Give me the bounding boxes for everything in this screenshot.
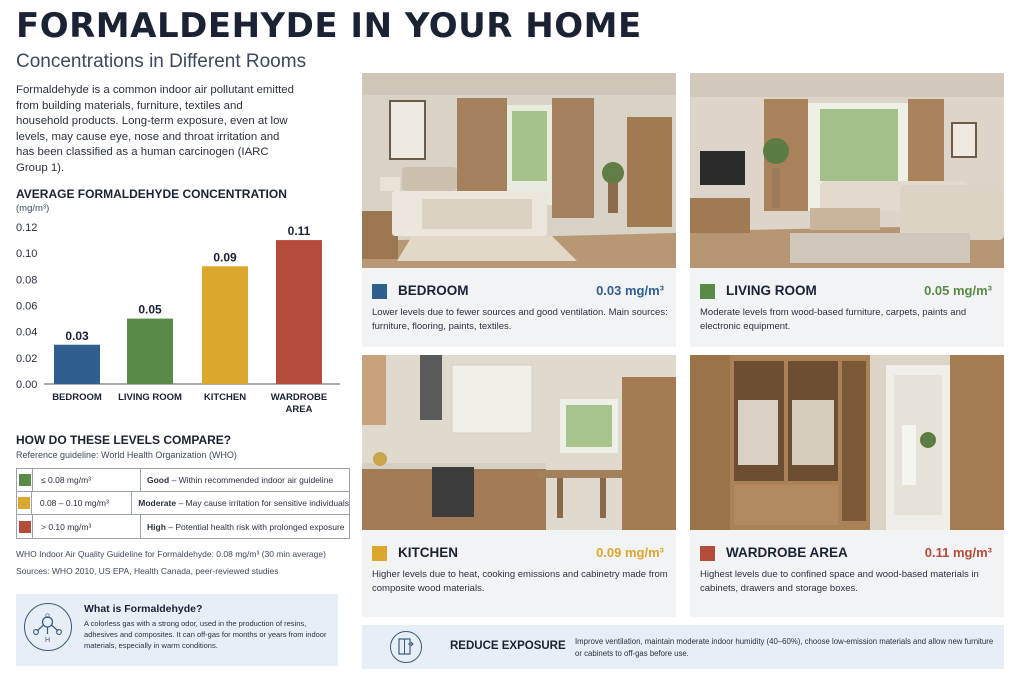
reduce-exposure-box xyxy=(362,625,1004,669)
wardrobe-area-name: WARDROBE AREA xyxy=(726,545,848,560)
chart-title: AVERAGE FORMALDEHYDE CONCENTRATION xyxy=(16,187,287,201)
bar-bedroom xyxy=(54,345,100,384)
reduce-exposure-heading: REDUCE EXPOSURE xyxy=(450,640,566,652)
svg-text:H: H xyxy=(44,637,51,644)
page-title: FORMALDEHYDE IN YOUR HOME xyxy=(16,6,642,46)
comparison-row-good xyxy=(17,469,349,492)
comparison-reference: Reference guideline: World Health Organization (WHO) xyxy=(16,450,237,460)
comparison-table xyxy=(16,468,350,539)
living-room-value: 0.05 mg/m³ xyxy=(924,283,992,298)
bedroom-value: 0.03 mg/m³ xyxy=(596,283,664,298)
description-high: High – Potential health risk with prolonged exposure xyxy=(147,521,345,532)
room-card-kitchen xyxy=(362,355,676,617)
bedroom-swatch xyxy=(372,284,387,299)
living-room-description: Moderate levels from wood-based furniture, carpets, paints and electronic equipment. xyxy=(700,307,967,332)
molecule-icon xyxy=(24,603,72,651)
wardrobe-area-swatch xyxy=(700,546,715,561)
bar-value-label: 0.11 xyxy=(287,224,311,239)
level-swatch-high xyxy=(19,521,31,533)
bedroom-name: BEDROOM xyxy=(398,283,469,298)
chart-unit: (mg/m³) xyxy=(16,203,50,214)
svg-text:O: O xyxy=(45,614,50,620)
wardrobe-area-value: 0.11 mg/m³ xyxy=(924,545,992,560)
x-category-label: KITCHEN xyxy=(203,392,247,403)
y-tick-label: 0.00 xyxy=(16,379,38,391)
living-room-name: LIVING ROOM xyxy=(726,283,817,298)
x-category-label: WARDROBE xyxy=(270,392,328,403)
bar-value-label: 0.09 xyxy=(213,250,237,265)
comparison-row-high xyxy=(17,515,349,538)
bar-wardrobe-area xyxy=(276,240,322,384)
kitchen-name: KITCHEN xyxy=(398,545,458,560)
y-tick-label: 0.08 xyxy=(16,274,38,287)
living-room-photo xyxy=(690,73,1004,268)
level-swatch-good xyxy=(19,474,31,486)
bar-value-label: 0.03 xyxy=(65,328,89,343)
y-tick-label: 0.02 xyxy=(16,352,38,365)
description-moderate: Moderate – May cause irritation for sensitive individuals xyxy=(138,498,349,508)
bedroom-info xyxy=(362,268,676,347)
y-tick-label: 0.10 xyxy=(16,248,38,261)
wardrobe-area-photo xyxy=(690,355,1004,530)
intro-text: Formaldehyde is a common indoor air pollutant emitted from building materials, furniture, textiles and household products. Long-term exposure, even at low levels, may cause eye, nose and throat irritation and has been classified as a human carcinogen (IARC Group 1). xyxy=(16,84,294,174)
comparison-row-moderate xyxy=(17,492,349,515)
room-card-living-room xyxy=(690,73,1004,347)
living-room-swatch xyxy=(700,284,715,299)
range-moderate: 0.08 – 0.10 mg/m³ xyxy=(32,492,132,514)
what-is-formaldehyde-box xyxy=(16,594,338,666)
info-text: A colorless gas with a strong odor, used in the production of resins, adhesives and composites. It can off-gas for months or years from indoor materials, especially in warm conditions. xyxy=(84,619,327,650)
x-category-label: AREA xyxy=(285,404,313,415)
wardrobe-area-info xyxy=(690,530,1004,617)
comparison-title: HOW DO THESE LEVELS COMPARE? xyxy=(16,433,232,447)
x-category-label: BEDROOM xyxy=(52,392,102,403)
living-room-info xyxy=(690,268,1004,347)
y-tick-label: 0.04 xyxy=(16,326,38,339)
bedroom-photo xyxy=(362,73,676,268)
range-good: ≤ 0.08 mg/m³ xyxy=(33,469,141,491)
kitchen-swatch xyxy=(372,546,387,561)
wardrobe-area-description: Highest levels due to confined space and wood-based materials in cabinets, drawers and storage boxes. xyxy=(700,569,979,594)
info-heading: What is Formaldehyde? xyxy=(84,603,203,615)
reduce-exposure-text: Improve ventilation, maintain moderate indoor humidity (40–60%), choose low-emission materials and allow new furniture or cabinets to off-gas before use. xyxy=(575,637,994,658)
range-high: > 0.10 mg/m³ xyxy=(33,515,141,538)
kitchen-info xyxy=(362,530,676,617)
room-card-bedroom xyxy=(362,73,676,347)
bedroom-description: Lower levels due to fewer sources and good ventilation. Main sources: furniture, flooring, paints, textiles. xyxy=(372,307,668,332)
kitchen-photo xyxy=(362,355,676,530)
page-subtitle: Concentrations in Different Rooms xyxy=(16,51,307,72)
level-swatch-moderate xyxy=(18,497,30,509)
bar-kitchen xyxy=(202,266,248,384)
y-tick-label: 0.06 xyxy=(16,300,38,313)
description-good: Good – Within recommended indoor air guideline xyxy=(147,475,334,485)
sources-note: Sources: WHO 2010, US EPA, Health Canada, peer-reviewed studies xyxy=(16,566,279,576)
window-icon xyxy=(390,631,422,663)
concentration-bar-chart xyxy=(0,215,350,420)
kitchen-value: 0.09 mg/m³ xyxy=(596,545,664,560)
kitchen-description: Higher levels due to heat, cooking emissions and cabinetry made from composite wood materials. xyxy=(372,569,668,594)
x-category-label: LIVING ROOM xyxy=(118,392,182,403)
bar-living-room xyxy=(127,319,173,384)
who-guideline-note: WHO Indoor Air Quality Guideline for Formaldehyde: 0.08 mg/m³ (30 min average) xyxy=(16,549,326,559)
bar-value-label: 0.05 xyxy=(138,302,162,317)
y-tick-label: 0.12 xyxy=(16,222,38,234)
room-card-wardrobe-area xyxy=(690,355,1004,617)
